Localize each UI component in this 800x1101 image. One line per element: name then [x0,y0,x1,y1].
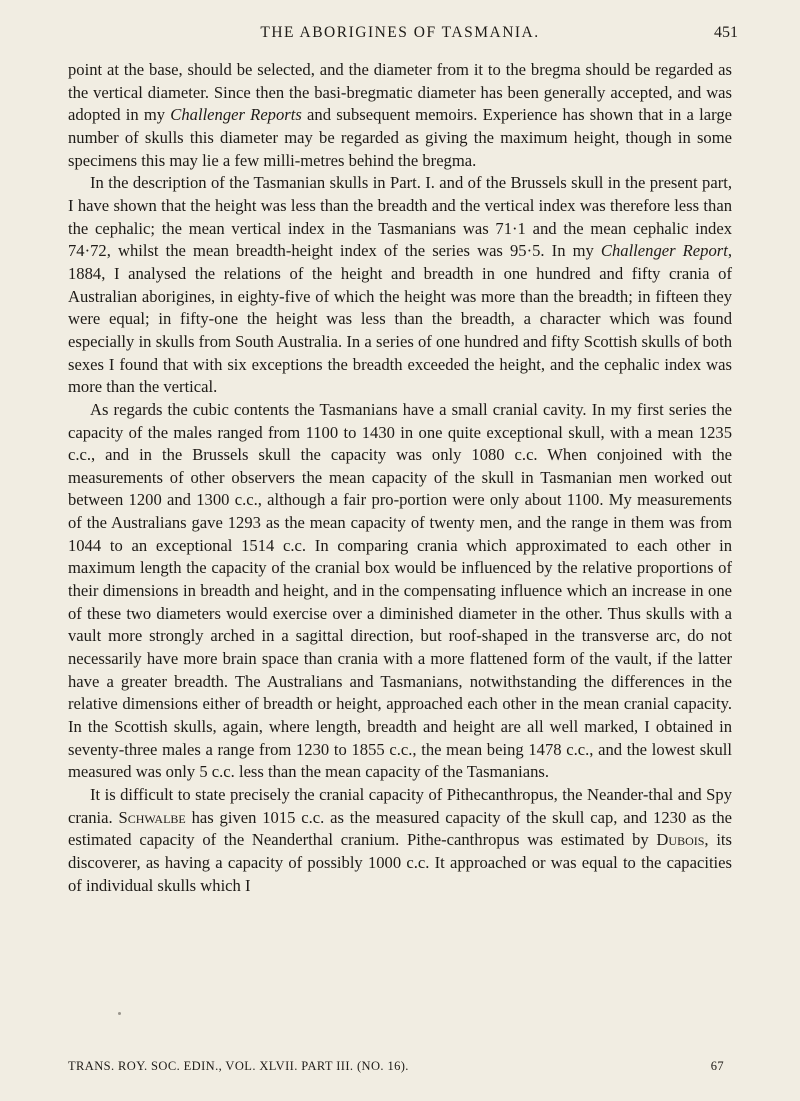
text-run: As regards the cubic contents the Tasmanians have a small cranial cavity. In my first series the capacity of the males ranged from 1100 to 1430 in one quite exceptional skull, with a mean 1235 c.c., and in the Brussels skull the capacity was only 1080 c.c. When conjoined with the measurements of other observers the mean capacity of the skull in Tasmanian men worked out between 1200 and 1300 c.c., although a fair pro-portion were only about 1100. My measurements of the Australians gave 1293 as the mean capacity of twenty men, and the range in them was from 1044 to an exceptional 1514 c.c. In comparing crania which approximated to each other in maximum length the capacity of the cranial box would be influenced by the relative proportions of their dimensions in breadth and height, and in the compensating influence which an increase in one of these two diameters would exercise over a diminished diameter in the other. Thus skulls with a vault more strongly arched in a sagittal direction, but roof-shaped in the transverse arc, do not necessarily have more brain space than crania with a more flattened form of the vault, if the latter have a greater breadth. The Australians and Tasmanians, notwithstanding the differences in the relative dimensions either of breadth or height, approached each other in the mean cranial capacity. In the Scottish skulls, again, where length, breadth and height are all well marked, I obtained in seventy-three males a range from 1230 to 1855 c.c., the mean being 1478 c.c., and the lowest skull measured was only 5 c.c. less than the mean capacity of the Tasmanians. [68,399,732,782]
paragraph [68,784,732,897]
body-text [68,59,732,897]
running-title: THE ABORIGINES OF TASMANIA. [260,24,540,41]
journal-citation: TRANS. ROY. SOC. EDIN., VOL. XLVII. PART III. (NO. 16). [68,1059,409,1073]
text-run: point at the base, should be selected, and the diameter from it to the bregma should be regarded as the vertical diameter. Since then the basi-bregmatic diameter has been generally accepted, and was adopted in my [68,60,732,125]
page-footer [68,1059,732,1079]
text-run: , 1884, I analysed the relations of the height and breadth in one hundred and fifty crania of Australian aborigines, in eighty-five of which the height was more than the breadth; in fifteen they were equal; in fifty-one the height was less than the breadth, a character which was found especially in skulls from South Australia. In a series of one hundred and fifty Scottish skulls of both sexes I found that with six exceptions the breadth exceeded the height, and the cephalic index was more than the vertical. [68,241,732,397]
paragraph [68,172,732,399]
text-run: In the description of the Tasmanian skulls in Part. I. and of the Brussels skull in the present part, I have shown that the height was less than the breadth and the vertical index was therefore less than the cephalic; the mean vertical index in the Tasmanians was 71·1 and the mean cephalic index 74·72, whilst the mean breadth-height index of the series was 95·5. In my [68,173,732,261]
signature-mark: 67 [710,1059,724,1073]
running-header [0,24,800,50]
paragraph [68,399,732,784]
text-run: It is difficult to state precisely the cranial capacity of Pithecanthropus, the Neander-thal and Spy crania. [68,785,732,827]
italic-title: Challenger Report [600,241,728,261]
author-name: Schwalbe [118,807,186,827]
text-run: and subsequent memoirs. Experience has shown that in a large number of skulls this diameter may be regarded as giving the maximum height, though in some specimens this may lie a few milli-metres behind the bregma. [68,105,732,170]
page-number: 451 [714,24,738,41]
author-name: Dubois [656,830,705,850]
paper-speck [118,1012,121,1015]
text-run: has given 1015 c.c. as the measured capacity of the skull cap, and 1230 as the estimated capacity of the Neanderthal cranium. Pithe-canthropus was estimated by [68,807,732,850]
paragraph [68,59,732,172]
text-run: , its discoverer, as having a capacity of possibly 1000 c.c. It approached or was equal to the capacities of individual skulls which I [68,830,732,895]
italic-title: Challenger Reports [170,105,302,125]
